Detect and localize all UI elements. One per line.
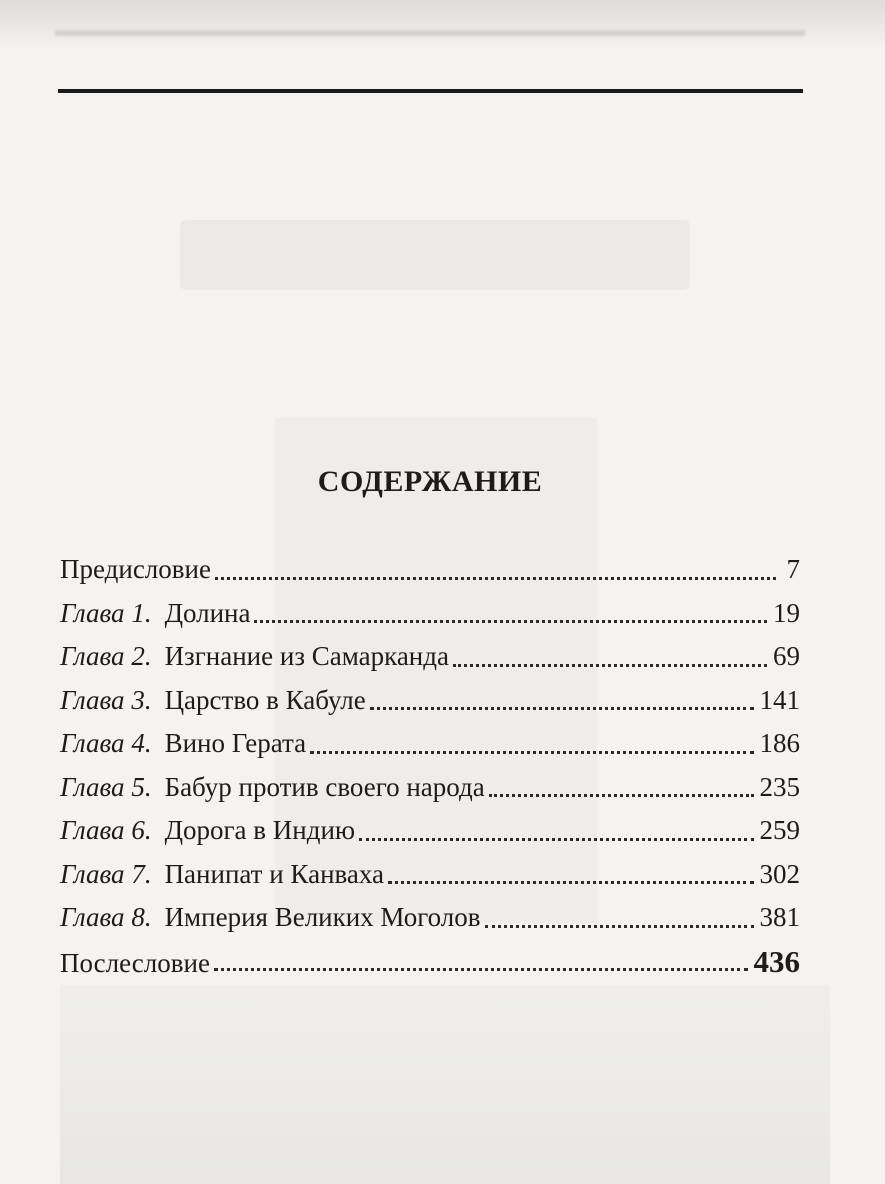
toc-entry[interactable] [60, 722, 800, 766]
chapter-number: 4. [131, 728, 152, 758]
chapter-number: 8. [131, 902, 152, 932]
chapter-number: 3. [131, 684, 152, 715]
header-rule [58, 89, 803, 93]
chapter-label [60, 722, 152, 766]
toc-entry[interactable] [60, 635, 800, 679]
toc-page-number: 141 [759, 684, 800, 715]
chapter-number: 5. [131, 771, 152, 802]
dot-leader [310, 734, 753, 760]
toc-page-number: 186 [759, 728, 800, 758]
toc-page-number: 302 [759, 858, 800, 889]
toc-page-number: 7 [786, 554, 800, 584]
toc-entry[interactable] [60, 766, 800, 810]
toc-page-number: 436 [753, 943, 800, 979]
chapter-prefix: Глава [60, 597, 125, 628]
chapter-prefix: Глава [60, 858, 125, 889]
chapter-label [60, 766, 152, 810]
toc-entry-title: Послесловие [60, 947, 210, 978]
page-top-edge [0, 0, 885, 48]
toc-entry-title: Долина [164, 597, 251, 628]
toc-entry[interactable] [60, 896, 800, 940]
dot-leader [214, 951, 748, 977]
toc-entry[interactable] [60, 679, 800, 723]
toc-page-number: 69 [773, 641, 800, 671]
toc-page-number: 259 [759, 815, 800, 845]
toc-entry[interactable] [60, 548, 800, 592]
chapter-prefix: Глава [60, 815, 125, 845]
toc-entry[interactable] [60, 592, 800, 636]
toc-page-number: 381 [759, 902, 800, 932]
dot-leader [388, 864, 753, 890]
chapter-number: 6. [131, 815, 152, 845]
dot-leader [359, 821, 753, 847]
chapter-prefix: Глава [60, 771, 125, 802]
chapter-label [60, 635, 152, 679]
chapter-prefix: Глава [60, 684, 125, 715]
dot-leader [370, 690, 754, 716]
dot-leader [489, 777, 754, 803]
toc-page-number: 19 [773, 597, 800, 628]
chapter-prefix: Глава [60, 728, 125, 758]
chapter-number: 2. [131, 641, 152, 671]
chapter-label [60, 592, 152, 636]
dot-leader [215, 560, 776, 586]
toc-entry-title: Панипат и Канваха [164, 858, 385, 889]
chapter-number: 1. [131, 597, 152, 628]
toc-entry-title: Дорога в Индию [164, 815, 356, 845]
toc-page-number: 235 [759, 771, 800, 802]
chapter-label [60, 896, 152, 940]
chapter-label [60, 809, 152, 853]
dot-leader [254, 603, 767, 629]
table-of-contents [60, 548, 800, 983]
chapter-number: 7. [131, 858, 152, 889]
chapter-prefix: Глава [60, 902, 125, 932]
toc-entry-title: Вино Герата [164, 728, 307, 758]
toc-entry[interactable] [60, 809, 800, 853]
toc-entry-title: Предисловие [60, 554, 211, 584]
toc-entry-title: Изгнание из Самарканда [164, 641, 449, 671]
toc-entry-title: Царство в Кабуле [164, 684, 366, 715]
chapter-label [60, 679, 152, 723]
toc-entry-title: Империя Великих Моголов [164, 902, 481, 932]
toc-title: СОДЕРЖАНИЕ [317, 465, 543, 498]
chapter-prefix: Глава [60, 641, 125, 671]
show-through-title [180, 220, 690, 290]
chapter-label [60, 853, 152, 897]
toc-entry[interactable] [60, 940, 800, 984]
dot-leader [485, 908, 754, 934]
toc-entry[interactable] [60, 853, 800, 897]
show-through-text [60, 985, 830, 1184]
toc-entry-title: Бабур против своего народа [164, 771, 485, 802]
dot-leader [453, 647, 767, 673]
